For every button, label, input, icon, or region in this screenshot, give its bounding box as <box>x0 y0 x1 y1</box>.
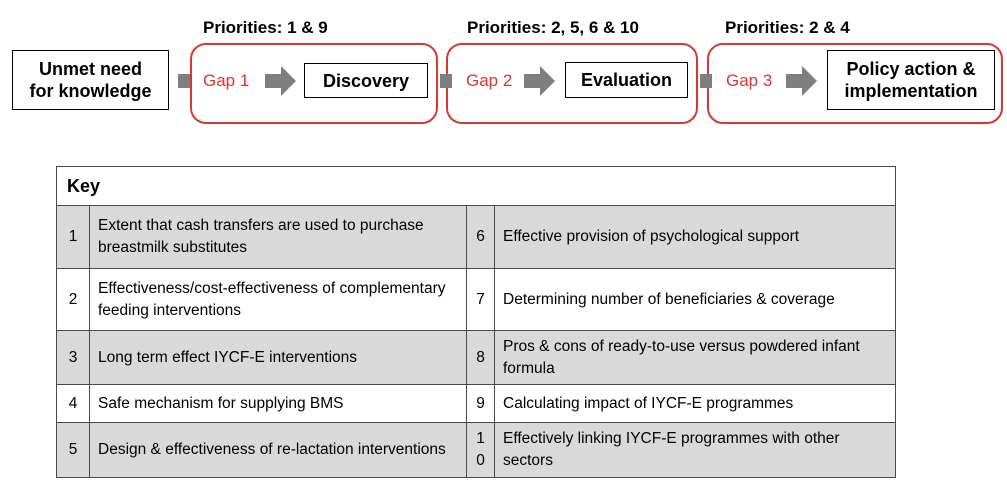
key-text: Determining number of beneficiaries & coverage <box>495 269 896 331</box>
key-number: 4 <box>57 385 90 423</box>
key-table <box>56 166 896 478</box>
key-number: 5 <box>57 423 90 478</box>
key-number: 8 <box>467 331 495 385</box>
gap-3-label: Gap 3 <box>726 71 773 90</box>
right-arrow-icon <box>265 65 297 97</box>
key-text: Pros & cons of ready-to-use versus powdered infant formula <box>495 331 896 385</box>
priorities-label-2: Priorities: 2, 5, 6 & 10 <box>467 18 639 37</box>
key-text: Safe mechanism for supplying BMS <box>90 385 467 423</box>
key-number: 1 <box>57 206 90 269</box>
key-text: Long term effect IYCF-E interventions <box>90 331 467 385</box>
key-text: Extent that cash transfers are used to purchase breastmilk substitutes <box>90 206 467 269</box>
policy-action-box: Policy action & implementation <box>827 50 995 110</box>
unmet-need-box: Unmet need for knowledge <box>12 50 169 110</box>
key-row <box>57 385 896 423</box>
key-number: 1 0 <box>467 423 495 478</box>
connector-stub-3 <box>700 74 712 88</box>
key-title: Key <box>57 167 896 206</box>
key-number: 3 <box>57 331 90 385</box>
connector-stub-2 <box>440 74 452 88</box>
gap-1-label: Gap 1 <box>203 71 250 90</box>
right-arrow-icon <box>524 65 556 97</box>
key-text: Calculating impact of IYCF-E programmes <box>495 385 896 423</box>
evaluation-box: Evaluation <box>565 62 688 98</box>
right-arrow-icon <box>786 65 818 97</box>
key-row <box>57 269 896 331</box>
key-row <box>57 331 896 385</box>
connector-stub-1 <box>178 74 190 88</box>
priorities-label-3: Priorities: 2 & 4 <box>725 18 850 37</box>
discovery-box: Discovery <box>304 63 428 98</box>
key-text: Design & effectiveness of re-lactation interventions <box>90 423 467 478</box>
key-text: Effective provision of psychological support <box>495 206 896 269</box>
priorities-label-1: Priorities: 1 & 9 <box>203 18 328 37</box>
key-number: 7 <box>467 269 495 331</box>
key-text: Effectively linking IYCF-E programmes with other sectors <box>495 423 896 478</box>
gap-2-label: Gap 2 <box>466 71 513 90</box>
key-text: Effectiveness/cost-effectiveness of complementary feeding interventions <box>90 269 467 331</box>
key-row <box>57 423 896 478</box>
key-number: 9 <box>467 385 495 423</box>
key-number: 2 <box>57 269 90 331</box>
key-row <box>57 206 896 269</box>
key-number: 6 <box>467 206 495 269</box>
